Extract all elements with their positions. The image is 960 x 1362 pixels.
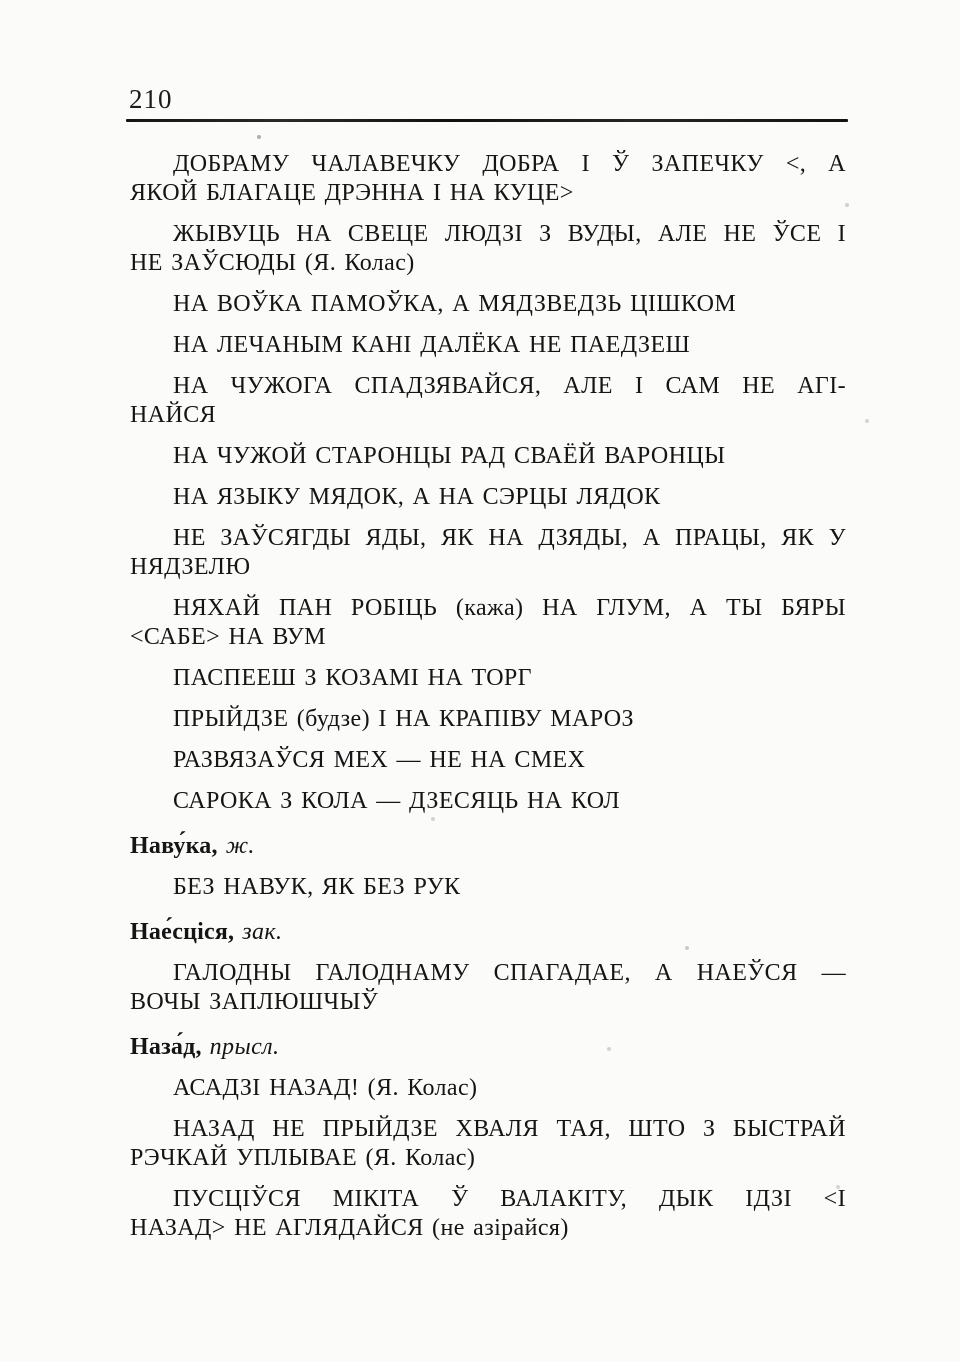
- entry-part-of-speech: зак.: [242, 919, 283, 945]
- proverb-line: БЕЗ НАВУК, ЯК БЕЗ РУК: [173, 874, 461, 900]
- page-content: [130, 150, 846, 1255]
- dictionary-entry-headword-row: [130, 918, 846, 947]
- proverb-line: НАЗАД> НЕ АГЛЯДАЙСЯ (не азірайся): [130, 1215, 569, 1241]
- header-rule: [126, 119, 848, 122]
- proverb: [130, 220, 846, 278]
- proverb-line: НАЙСЯ: [130, 402, 217, 428]
- proverb-line: РЭЧКАЙ УПЛЫВАЕ (Я. Колас): [130, 1145, 476, 1171]
- proverb: [130, 442, 846, 471]
- proverb-line: <САБЕ> НА ВУМ: [130, 624, 326, 650]
- proverb-line: НАЗАД НЕ ПРЫЙДЗЕ ХВАЛЯ ТАЯ, ШТО З БЫСТРАЙ: [173, 1116, 846, 1142]
- proverb: [130, 524, 846, 582]
- proverb: [130, 705, 846, 734]
- proverb: [130, 1185, 846, 1243]
- proverb: [130, 594, 846, 652]
- proverb-line: САРОКА З КОЛА — ДЗЕСЯЦЬ НА КОЛ: [173, 788, 620, 814]
- proverb: [130, 787, 846, 816]
- proverb: [130, 1074, 846, 1103]
- entry-headword: Наву́ка,: [130, 833, 218, 859]
- proverb-line: ДОБРАМУ ЧАЛАВЕЧКУ ДОБРА І Ў ЗАПЕЧКУ <, А: [173, 151, 846, 177]
- proverb-line: ПУСЦІЎСЯ МІКІТА Ў ВАЛАКІТУ, ДЫК ІДЗІ <І: [173, 1186, 846, 1212]
- proverb: [130, 483, 846, 512]
- proverb-line: НА ВОЎКА ПАМОЎКА, А МЯДЗВЕДЗЬ ЦІШКОМ: [173, 291, 737, 317]
- proverb: [130, 959, 846, 1017]
- proverb-line: ГАЛОДНЫ ГАЛОДНАМУ СПАГАДАЕ, А НАЕЎСЯ —: [173, 960, 846, 986]
- proverb-line: НЕ ЗАЎСЮДЫ (Я. Колас): [130, 250, 415, 276]
- dictionary-entry-headword-row: [130, 1033, 846, 1062]
- proverb: [130, 372, 846, 430]
- dictionary-entry-headword-row: [130, 832, 846, 861]
- entry-part-of-speech: ж.: [225, 833, 255, 859]
- proverb-line: НА ЧУЖОЙ СТАРОНЦЫ РАД СВАЁЙ ВАРОНЦЫ: [173, 443, 726, 469]
- proverb: [130, 150, 846, 208]
- entry-headword: Нае́сціся,: [130, 919, 235, 945]
- proverb-line: НА ЯЗЫКУ МЯДОК, А НА СЭРЦЫ ЛЯДОК: [173, 484, 661, 510]
- proverb-line: НЯХАЙ ПАН РОБІЦЬ (кажа) НА ГЛУМ, А ТЫ БЯРЫ: [173, 595, 846, 621]
- proverb: [130, 290, 846, 319]
- proverb-line: НА ЧУЖОГА СПАДЗЯВАЙСЯ, АЛЕ І САМ НЕ АГІ-: [173, 373, 846, 399]
- proverb: [130, 1115, 846, 1173]
- proverb: [130, 873, 846, 902]
- proverb: [130, 746, 846, 775]
- proverb-line: РАЗВЯЗАЎСЯ МЕХ — НЕ НА СМЕХ: [173, 747, 586, 773]
- scan-speckles: [0, 0, 2, 2]
- proverb-line: ПРЫЙДЗЕ (будзе) І НА КРАПІВУ МАРОЗ: [173, 706, 634, 732]
- proverb-line: НЯДЗЕЛЮ: [130, 554, 251, 580]
- proverb-line: ВОЧЫ ЗАПЛЮШЧЫЎ: [130, 989, 379, 1015]
- entry-headword: Наза́д,: [130, 1034, 202, 1060]
- proverb: [130, 664, 846, 693]
- proverb-line: НА ЛЕЧАНЫМ КАНІ ДАЛЁКА НЕ ПАЕДЗЕШ: [173, 332, 691, 358]
- proverb-line: АСАДЗІ НАЗАД! (Я. Колас): [173, 1075, 478, 1101]
- proverb-line: ЯКОЙ БЛАГАЦЕ ДРЭННА І НА КУЦЕ>: [130, 180, 574, 206]
- proverb-line: НЕ ЗАЎСЯГДЫ ЯДЫ, ЯК НА ДЗЯДЫ, А ПРАЦЫ, ЯК У: [173, 525, 846, 551]
- proverb: [130, 331, 846, 360]
- entry-part-of-speech: прысл.: [209, 1034, 280, 1060]
- proverb-line: ЖЫВУЦЬ НА СВЕЦЕ ЛЮДЗІ З ВУДЫ, АЛЕ НЕ ЎСЕ І: [173, 221, 846, 247]
- proverb-line: ПАСПЕЕШ З КОЗАМІ НА ТОРГ: [173, 665, 532, 691]
- page-number: 210: [129, 84, 173, 114]
